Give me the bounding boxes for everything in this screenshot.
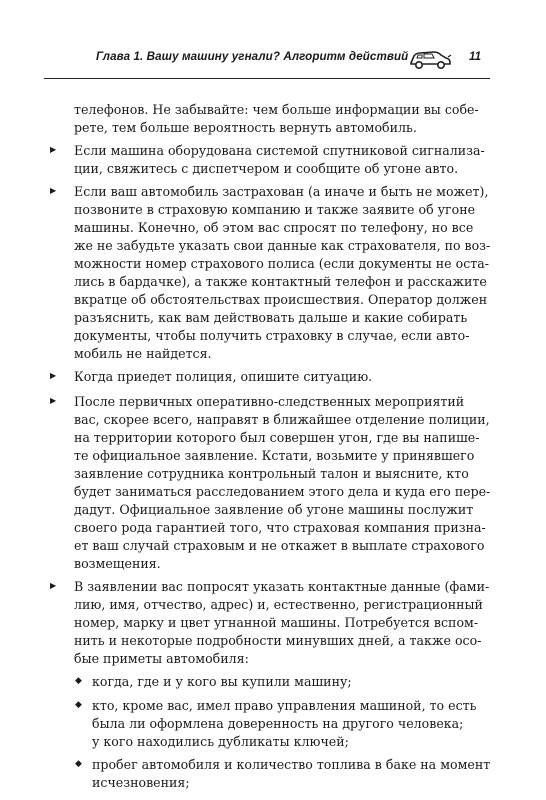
text-line: своего рода гарантией того, что страховая компания призна- (74, 520, 486, 535)
diamond-marker: ◆ (75, 759, 82, 769)
chapter-title: Глава 1. Вашу машину угнали? Алгоритм действий (96, 50, 409, 63)
diamond-marker: ◆ (75, 700, 82, 710)
text-line: позвоните в страховую компанию и также заявите об угоне (74, 202, 476, 217)
text-line: мобиль не найдется. (74, 346, 212, 361)
text-line: рете, тем больше вероятность вернуть автомобиль. (74, 120, 417, 135)
bullet-marker: ▶ (50, 396, 57, 405)
text-line: на территории которого был совершен угон, где вы напише- (74, 430, 480, 445)
text-line: будет заниматься расследованием этого дела и куда его пере- (74, 484, 491, 499)
bullet-marker: ▶ (50, 581, 57, 590)
header-rule (44, 78, 490, 79)
text-line: телефонов. Не забывайте: чем больше информации вы собе- (74, 102, 479, 117)
bullet-marker: ▶ (50, 371, 57, 380)
text-line: номер, марку и цвет угнанной машины. Потребуется вспом- (74, 615, 479, 630)
bullet-marker: ▶ (50, 145, 57, 154)
text-line: возмещения. (74, 556, 161, 571)
text-line: те официальное заявление. Кстати, возьмите у принявшего (74, 448, 475, 463)
text-line: исчезновения; (92, 775, 190, 790)
text-line: нить и некоторые подробности минувших дней, а также осо- (74, 633, 482, 648)
page-number: 11 (469, 50, 482, 63)
text-line: лию, имя, отчество, адрес) и, естественно, регистрационный (74, 597, 483, 612)
diamond-marker: ◆ (75, 676, 82, 686)
text-line: когда, где и у кого вы купили машину; (92, 674, 352, 689)
text-line: у кого находились дубликаты ключей; (92, 734, 349, 749)
text-line: лись в бардачке), а также контактный телефон и расскажите (74, 274, 487, 289)
text-line: заявление сотрудника контрольный талон и выясните, кто (74, 466, 469, 481)
text-line: Когда приедет полиция, опишите ситуацию. (74, 369, 373, 384)
text-line: дадут. Официальное заявление об угоне машины послужит (74, 502, 474, 517)
text-line: была ли оформлена доверенность на другого человека; (92, 716, 464, 731)
text-line: разъяснить, как вам действовать дальше и какие собирать (74, 310, 468, 325)
car-icon (408, 46, 452, 70)
text-line: бые приметы автомобиля: (74, 651, 249, 666)
text-line: В заявлении вас попросят указать контактные данные (фами- (74, 579, 490, 594)
text-line: ет ваш случай страховым и не откажет в выплате страхового (74, 538, 485, 553)
text-line: документы, чтобы получить страховку в случае, если авто- (74, 328, 470, 343)
text-line: ции, свяжитесь с диспетчером и сообщите об угоне авто. (74, 161, 459, 176)
text-line: вас, скорее всего, направят в ближайшее отделение полиции, (74, 412, 490, 427)
text-line: вкратце об обстоятельствах происшествия. Оператор должен (74, 292, 488, 307)
text-line: пробег автомобиля и количество топлива в баке на момент (92, 757, 491, 772)
text-line: можности номер страхового полиса (если документы не оста- (74, 256, 489, 271)
text-line: После первичных оперативно-следственных мероприятий (74, 394, 465, 409)
text-line: Если машина оборудована системой спутниковой сигнализа- (74, 143, 485, 158)
text-line: машины. Конечно, об этом вас спросят по телефону, но все (74, 220, 474, 235)
text-line: Если ваш автомобиль застрахован (а иначе и быть не может), (74, 184, 489, 199)
text-line: кто, кроме вас, имел право управления машиной, то есть (92, 698, 477, 713)
running-header (44, 44, 490, 76)
bullet-marker: ▶ (50, 186, 57, 195)
text-line: же не забудьте указать свои данные как страхователя, по воз- (74, 238, 491, 253)
